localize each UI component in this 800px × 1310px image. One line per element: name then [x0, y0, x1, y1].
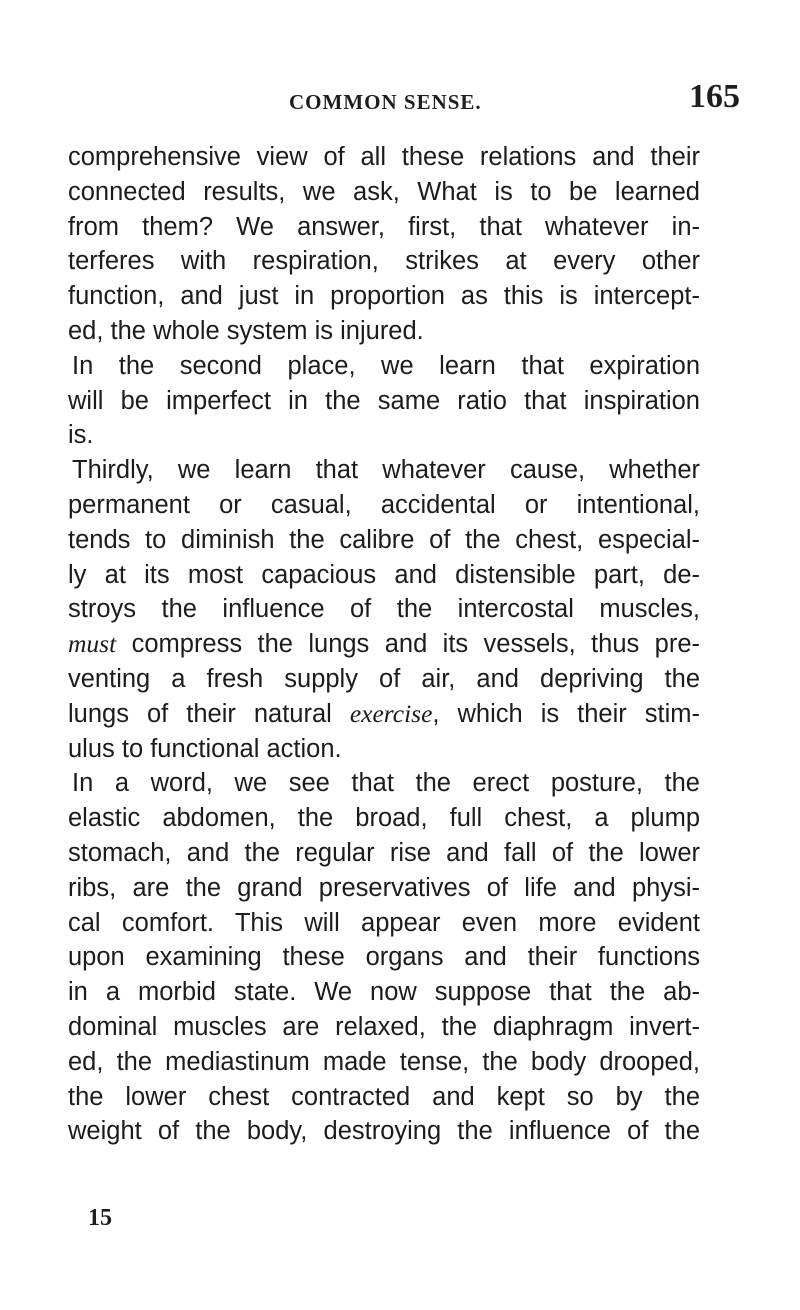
text-line: connected results, we ask, What is to be learned	[68, 177, 700, 206]
text-line: terferes with respiration, strikes at every other	[68, 247, 700, 276]
text-line: permanent or casual, accidental or intentional,	[68, 490, 700, 519]
text-line: Thirdly, we learn that whatever cause, whether	[72, 456, 700, 485]
signature-mark: 15	[88, 1205, 112, 1231]
text-line	[68, 627, 700, 662]
text-line: ulus to functional action.	[68, 734, 342, 763]
text-line: ly at its most capacious and distensible part, de-	[68, 560, 700, 589]
text-line: ribs, are the grand preservatives of life and physi-	[68, 873, 700, 902]
text-line: is.	[68, 421, 94, 450]
text-line: will be imperfect in the same ratio that inspiration	[68, 386, 700, 415]
text-line: elastic abdomen, the broad, full chest, a plump	[68, 804, 700, 833]
text-line: venting a fresh supply of air, and depriving the	[68, 664, 700, 693]
text-line-pre: lungs of their natural	[68, 699, 350, 728]
text-line: stroys the influence of the intercostal muscles,	[68, 595, 700, 624]
text-line: In the second place, we learn that expiration	[72, 351, 700, 380]
text-line	[68, 697, 700, 732]
text-line: ed, the mediastinum made tense, the body drooped,	[68, 1047, 700, 1076]
text-line: ed, the whole system is injured.	[68, 316, 424, 345]
text-line: comprehensive view of all these relations and their	[68, 143, 700, 171]
text-line: stomach, and the regular rise and fall of the lower	[68, 838, 700, 867]
running-head: COMMON SENSE.	[289, 90, 482, 114]
page-header	[60, 78, 740, 118]
text-line-rest: compress the lungs and its vessels, thus pre-	[116, 630, 700, 659]
text-line: the lower chest contracted and kept so by the	[68, 1082, 700, 1111]
text-line: dominal muscles are relaxed, the diaphragm invert-	[68, 1012, 700, 1041]
body-text	[68, 140, 700, 1149]
text-line: from them? We answer, first, that whatever in-	[68, 212, 700, 241]
page-number: 165	[689, 78, 740, 115]
text-line: in a morbid state. We now suppose that the ab-	[68, 978, 700, 1007]
text-line: weight of the body, destroying the influence of the	[68, 1117, 700, 1146]
text-line: cal comfort. This will appear even more evident	[68, 908, 700, 937]
text-line: upon examining these organs and their functions	[68, 943, 700, 972]
text-line: In a word, we see that the erect posture, the	[72, 769, 700, 798]
text-line-rest: , which is their stim-	[432, 699, 700, 728]
emphasis-text: exercise	[349, 698, 433, 728]
emphasis-text: must	[68, 629, 117, 659]
text-line: tends to diminish the calibre of the chest, especial-	[68, 525, 700, 554]
text-line: function, and just in proportion as this is intercept-	[68, 282, 700, 311]
